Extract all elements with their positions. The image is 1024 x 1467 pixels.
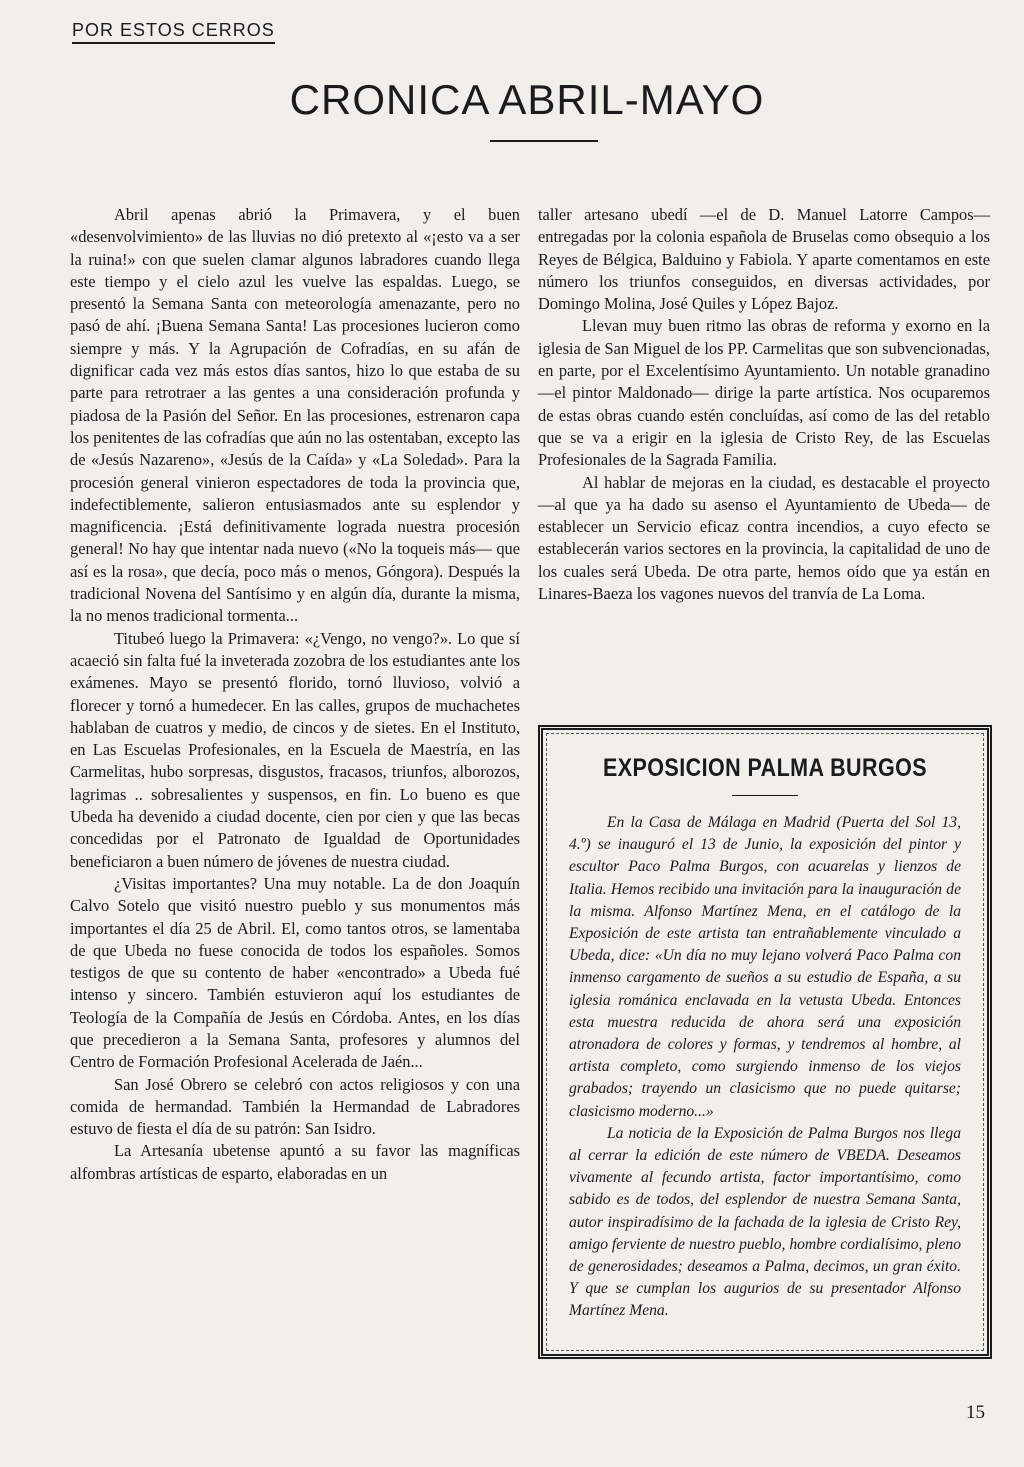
paragraph-6: taller artesano ubedí —el de D. Manuel Latorre Campos— entregadas por la colonia española de Bruselas como obsequio a los Reyes de Bélgica, Balduino y Fabiola. Y aparte comentamos en este número los triunfos conseguidos, en diversas actividades, por Domingo Molina, José Quiles y López Bajoz. bbox=[538, 205, 990, 314]
exhibition-rule bbox=[732, 795, 798, 796]
left-column bbox=[70, 204, 520, 1185]
exhibition-title: EXPOSICION PALMA BURGOS bbox=[602, 754, 928, 782]
paragraph-1: Abril apenas abrió la Primavera, y el buen «desenvolvimiento» de las lluvias no dió pretexto al «¡esto va a ser la ruina!» con que suelen clamar algunos labradores cuando llega este tiempo y el cielo azul les vuelve las espaldas. Luego, se presentó la Semana Santa con meteorología amenazante, pero no pasó de ahí. ¡Buena Semana Santa! Las procesiones lucieron como siempre y más. Y la Agrupación de Cofradías, en su afán de dignificar cada vez más estos días santos, hizo lo que estaba de su parte para retrotraer a las gentes a una consideración profunda y piadosa de la Pasión del Señor. En las procesiones, estrenaron capa los penitentes de las cofradías que aún no las ostentaban, excepto las de «Jesús Nazareno», «Jesús de la Caída» y «La Soledad». Para la procesión general vinieron espectadores de toda la provincia que, indefectiblemente, salieron entusiasmados ante su esplendor y magnificencia. ¡Está definitivamente lograda nuestra procesión general! No hay que intentar nada nuevo («No la toqueis más— que así es la rosa», que decía, poco más o menos, Góngora). Después la tradicional Novena del Santísimo y en algún día, durante la misma, la no menos tradicional tormenta... bbox=[70, 205, 520, 626]
exhibition-box bbox=[538, 725, 992, 1359]
paragraph-8: Al hablar de mejoras en la ciudad, es destacable el proyecto —al que ya ha dado su asenso el Ayuntamiento de Ubeda— de establecer un Servicio eficaz contra incendios, a cuyo efecto se establecerán varios sectores en la provincia, la capitalidad de uno de los cuales será Ubeda. De otra parte, hemos oído que ya están en Linares-Baeza los vagones nuevos del tranvía de La Loma. bbox=[538, 472, 990, 604]
paragraph-3: ¿Visitas importantes? Una muy notable. La de don Joaquín Calvo Sotelo que visitó nuestro pueblo y sus monumentos más importantes el día 25 de Abril. El, como tantos otros, se lamentaba de que Ubeda no fuese conocida de todos los españoles. Somos testigos de que su contento de haber «encontrado» a Ubeda fué intenso y sincero. También estuvieron aquí los estudiantes de Teología de la Compañía de Jesús en Córdoba. Antes, en los días que precedieron a la Semana Santa, profesores y alumnos del Centro de Formación Profesional Acelerada de Jaén... bbox=[70, 873, 520, 1072]
right-column bbox=[538, 204, 990, 605]
paragraph-4: San José Obrero se celebró con actos religiosos y con una comida de hermandad. También la Hermandad de Labradores estuvo de fiesta el día de su patrón: San Isidro. bbox=[70, 1074, 520, 1139]
running-head: POR ESTOS CERROS bbox=[72, 20, 275, 44]
paragraph-2: Titubeó luego la Primavera: «¿Vengo, no vengo?». Lo que sí acaeció sin falta fué la inveterada zozobra de los estudiantes ante los exámenes. Mayo se presentó florido, tornó lluvioso, volvió a florecer y tornó a humedecer. En las calles, grupos de muchachetes hablaban de cuatros y medio, de cincos y de sietes. En el Instituto, en Las Escuelas Profesionales, en la Escuela de Maestría, en las Carmelitas, hubo sorpresas, disgustos, fracasos, triunfos, alborozos, lagrimas .. sobresalientes y suspensos, en fin. Lo bueno es que Ubeda ha devenido a ciudad docente, cien por cien y que las becas concedidas por el Patronato de Igualdad de Oportunidades beneficiaron a buen número de jóvenes de nuestra ciudad. bbox=[70, 628, 520, 871]
article-title: CRONICA ABRIL-MAYO bbox=[289, 76, 765, 123]
exhibition-paragraph-1: En la Casa de Málaga en Madrid (Puerta del Sol 13, 4.º) se inauguró el 13 de Junio, la exposición del pintor y escultor Paco Palma Burgos, con acuarelas y lienzos de Italia. Hemos recibido una invitación para la inauguración de la misma. Alfonso Martínez Mena, en el catálogo de la Exposición de este artista tan entrañablemente vinculado a Ubeda, dice: «Un día no muy lejano volverá Paco Palma con inmenso cargamento de sueños a su estudio de España, a su iglesia románica enclavada en la vetusta Ubeda. Entonces esta muestra reducida de ahora será una exposición atronadora de colores y formas, y tendremos al hombre, al artista completo, como surgiendo inmenso de los viejos grabados; trayendo un clasicismo que no puede quitarse; clasicismo moderno...» bbox=[569, 814, 961, 1120]
exhibition-paragraph-2: La noticia de la Exposición de Palma Burgos nos llega al cerrar la edición de este número de VBEDA. Deseamos vivamente al fecundo artista, factor importantísimo, como sabido es de todos, del esplendor de nuestra Semana Santa, autor inspiradísimo de la fachada de la iglesia de Cristo Rey, amigo ferviente de nuestro pueblo, hombre cordialísimo, pleno de generosidades; deseamos a Palma, decimos, un gran éxito. Y que se cumplan los augurios de su presentador Alfonso Martínez Mena. bbox=[569, 1124, 961, 1320]
page-number: 15 bbox=[966, 1402, 985, 1423]
paragraph-5: La Artesanía ubetense apuntó a su favor las magníficas alfombras artísticas de esparto, elaboradas en un bbox=[70, 1141, 520, 1183]
paragraph-7: Llevan muy buen ritmo las obras de reforma y exorno en la iglesia de San Miguel de los PP. Carmelitas que son subvencionadas, en parte, por el Excelentísimo Ayuntamiento. Un notable granadino —el pintor Maldonado— dirige la parte artística. Nos ocuparemos de estas obras cuando estén concluídas, así como de las del retablo que se va a erigir en la iglesia de Cristo Rey, de las Escuelas Profesionales de la Sagrada Familia. bbox=[538, 316, 990, 470]
title-rule bbox=[490, 140, 598, 142]
